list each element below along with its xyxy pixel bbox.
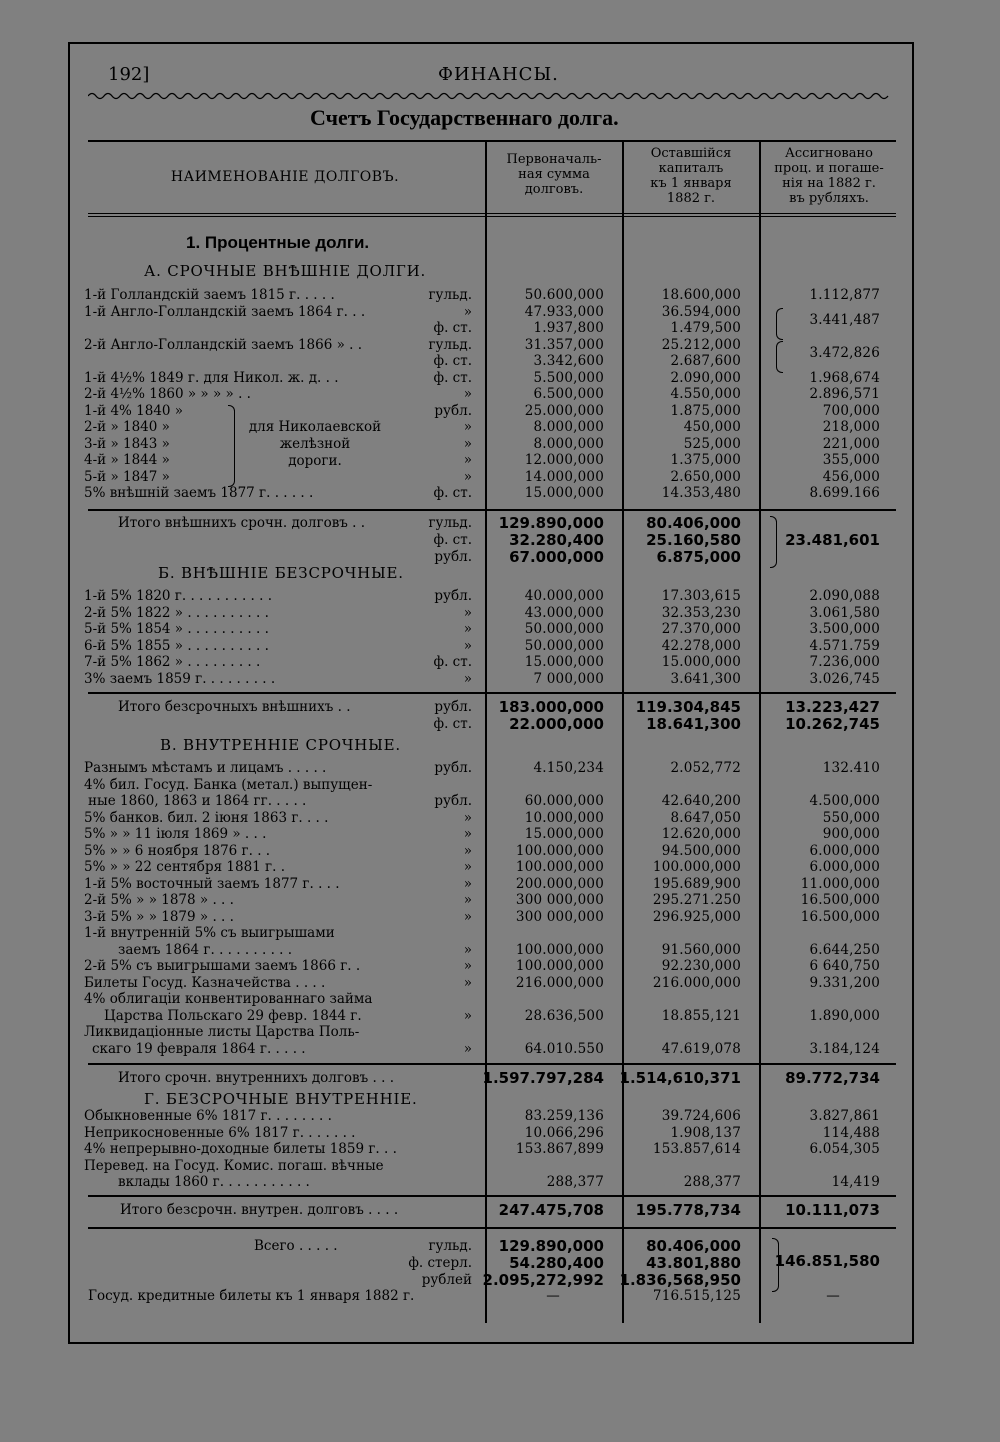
wavy-divider bbox=[88, 90, 898, 102]
grand-total-initial: 54.280,400 bbox=[509, 1254, 604, 1272]
row-label: заемъ 1864 г. . . . . . . . . . bbox=[118, 941, 293, 958]
cell-remaining: 100.000,000 bbox=[652, 859, 741, 875]
total-v-label: Итого срочн. внутреннихъ долговъ . . . bbox=[118, 1070, 394, 1086]
cell-remaining: 2.052,772 bbox=[670, 760, 741, 776]
cell-remaining: 1.375,000 bbox=[670, 452, 741, 468]
col-header-assigned: Ассигновано проц. и погаше- нія на 1882 г. въ рубляхъ. bbox=[774, 146, 884, 206]
row-label: 5-й 5% 1854 » . . . . . . . . . . bbox=[84, 621, 269, 637]
cell-remaining: 14.353,480 bbox=[661, 485, 741, 501]
total-g-label: Итого безсрочн. внутрен. долговъ . . . . bbox=[120, 1202, 399, 1218]
row-label: Обыкновенные 6% 1817 г. . . . . . . . bbox=[84, 1108, 332, 1124]
row-label: 2-й 5% съ выигрышами заемъ 1866 г. . bbox=[84, 958, 361, 974]
cell-assigned: 4.500,000 bbox=[809, 793, 880, 809]
total-v-initial: 1.597.797,284 bbox=[482, 1069, 604, 1087]
row-label: 4% облигаціи конвентированнаго займа bbox=[84, 991, 373, 1007]
total-b-remaining: 119.304,845 bbox=[635, 698, 741, 716]
cell-initial: 6.500,000 bbox=[533, 386, 604, 402]
cell-initial: 31.357,000 bbox=[524, 336, 604, 353]
total-a-remaining: 6.875,000 bbox=[656, 548, 741, 566]
col-header-remaining: Оставшійся капиталъ къ 1 января 1882 г. bbox=[650, 146, 732, 206]
row-label: Перевед. на Госуд. Комис. погаш. вѣчные bbox=[84, 1157, 384, 1174]
cell-remaining: 2.687,600 bbox=[670, 353, 741, 369]
cell-remaining: 3.641,300 bbox=[670, 670, 741, 687]
row-unit: » bbox=[463, 468, 472, 485]
row-unit: ф. ст. bbox=[433, 369, 472, 386]
section-rule bbox=[88, 1063, 896, 1065]
row-unit: » bbox=[463, 941, 472, 958]
cell-initial: 4.150,234 bbox=[533, 760, 604, 776]
cell-initial: 8.000,000 bbox=[533, 435, 604, 452]
cell-remaining: 32.353,230 bbox=[661, 604, 741, 621]
cell-assigned: 6.000,000 bbox=[809, 859, 880, 875]
nikol-group-label: желѣзной bbox=[279, 436, 351, 452]
cell-assigned: 14,419 bbox=[831, 1174, 880, 1190]
row-unit: » bbox=[463, 670, 472, 687]
nikol-group-label: дороги. bbox=[288, 453, 342, 469]
cell-remaining: 12.620,000 bbox=[661, 826, 741, 842]
row-unit: » bbox=[463, 1007, 472, 1024]
cell-remaining: 216.000,000 bbox=[652, 974, 741, 991]
cell-remaining: 42.640,200 bbox=[661, 793, 741, 809]
row-label: Царства Польскаго 29 февр. 1844 г. bbox=[104, 1007, 362, 1024]
credit-notes-initial: — bbox=[546, 1288, 560, 1304]
row-unit: » bbox=[463, 604, 472, 621]
row-label: 4% непрерывно-доходные билеты 1859 г. . . bbox=[84, 1141, 397, 1157]
brace bbox=[228, 405, 235, 487]
row-label: 5% » » 11 іюля 1869 » . . . bbox=[84, 826, 267, 842]
grand-total-remaining: 80.406,000 bbox=[646, 1237, 741, 1255]
cell-assigned: 9.331,200 bbox=[809, 974, 880, 991]
cell-remaining: 2.650,000 bbox=[670, 468, 741, 485]
row-label: 5% » » 6 ноября 1876 г. . . bbox=[84, 842, 271, 859]
row-label: 7-й 5% 1862 » . . . . . . . . . bbox=[84, 654, 261, 670]
row-unit: гульд. bbox=[428, 287, 472, 303]
cell-assigned: 3.500,000 bbox=[809, 621, 880, 637]
row-label: 6-й 5% 1855 » . . . . . . . . . . bbox=[84, 637, 269, 654]
grand-total-unit: рублей bbox=[421, 1272, 472, 1288]
cell-assigned: 4.571.759 bbox=[809, 637, 880, 654]
cell-initial: 100.000,000 bbox=[515, 941, 604, 958]
total-b-initial: 183.000,000 bbox=[498, 698, 604, 716]
row-label: вклады 1860 г. . . . . . . . . . . bbox=[118, 1174, 310, 1190]
total-a-unit: гульд. bbox=[428, 515, 472, 531]
cell-remaining: 17.303,615 bbox=[661, 588, 741, 604]
cell-assigned-group: 3.441,487 bbox=[809, 312, 880, 328]
cell-remaining: 2.090,000 bbox=[670, 369, 741, 386]
cell-initial: 15.000,000 bbox=[524, 485, 604, 501]
row-label: 4-й » 1844 » bbox=[84, 452, 170, 468]
total-a-assigned: 23.481,601 bbox=[785, 531, 880, 549]
total-a-initial: 67.000,000 bbox=[509, 548, 604, 566]
total-a-initial: 32.280,400 bbox=[509, 531, 604, 549]
row-unit: гульд. bbox=[428, 336, 472, 353]
cell-assigned: 1.890,000 bbox=[809, 1007, 880, 1024]
row-unit: ф. ст. bbox=[433, 353, 472, 369]
row-unit: » bbox=[463, 386, 472, 402]
section-rule bbox=[88, 509, 896, 511]
row-label: 1-й 5% 1820 г. . . . . . . . . . . bbox=[84, 588, 272, 604]
total-v-remaining: 1.514,610,371 bbox=[619, 1069, 741, 1087]
cell-initial: 5.500,000 bbox=[533, 369, 604, 386]
cell-assigned: 456,000 bbox=[822, 468, 880, 485]
section-rule bbox=[88, 1195, 896, 1197]
row-label: 2-й 4½% 1860 » » » » . . bbox=[84, 386, 251, 402]
row-label: Билеты Госуд. Казначейства . . . . bbox=[84, 974, 326, 991]
subsection-a-heading: А. СРОЧНЫЕ ВНѢШНІЕ ДОЛГИ. bbox=[144, 262, 427, 280]
cell-initial: 153.867,899 bbox=[515, 1141, 604, 1157]
row-unit: рубл. bbox=[434, 793, 472, 809]
cell-assigned: 1.968,674 bbox=[809, 369, 880, 386]
cell-initial: 10.000,000 bbox=[524, 809, 604, 826]
row-label: 5% » » 22 сентября 1881 г. . bbox=[84, 859, 285, 875]
cell-remaining: 92.230,000 bbox=[661, 958, 741, 974]
total-b-initial: 22.000,000 bbox=[509, 715, 604, 733]
cell-remaining: 39.724,606 bbox=[661, 1108, 741, 1124]
table-top-rule bbox=[88, 140, 896, 142]
table-title: Счетъ Государственнаго долга. bbox=[310, 105, 619, 130]
cell-remaining: 296.925,000 bbox=[652, 908, 741, 925]
row-unit: » bbox=[463, 974, 472, 991]
row-label: 3% заемъ 1859 г. . . . . . . . . bbox=[84, 670, 276, 687]
cell-assigned: 3.827,861 bbox=[809, 1108, 880, 1124]
cell-assigned: 11.000,000 bbox=[800, 875, 880, 892]
row-unit: рубл. bbox=[434, 402, 472, 419]
total-g-assigned: 10.111,073 bbox=[785, 1201, 880, 1219]
row-label: ные 1860, 1863 и 1864 гг. . . . . bbox=[88, 793, 307, 809]
col-header-initial: Первоначаль- ная сумма долговъ. bbox=[506, 152, 602, 197]
total-b-remaining: 18.641,300 bbox=[646, 715, 741, 733]
cell-initial: 15.000,000 bbox=[524, 826, 604, 842]
row-label: Ликвидаціонные листы Царства Поль- bbox=[84, 1024, 360, 1040]
total-b-label: Итого безсрочныхъ внѣшнихъ . . bbox=[118, 699, 351, 715]
cell-remaining: 18.600,000 bbox=[661, 287, 741, 303]
grand-total-initial: 129.890,000 bbox=[498, 1237, 604, 1255]
cell-assigned: 114,488 bbox=[822, 1124, 880, 1141]
cell-initial: 300 000,000 bbox=[515, 892, 604, 908]
cell-initial: 10.066,296 bbox=[524, 1124, 604, 1141]
cell-initial: 64.010.550 bbox=[524, 1040, 604, 1057]
total-a-unit: рубл. bbox=[434, 549, 472, 565]
total-a-initial: 129.890,000 bbox=[498, 514, 604, 532]
col-divider-3 bbox=[759, 140, 761, 1323]
cell-remaining: 47.619,078 bbox=[661, 1040, 741, 1057]
cell-initial: 50.000,000 bbox=[524, 637, 604, 654]
cell-initial: 3.342,600 bbox=[533, 353, 604, 369]
header-rule bbox=[88, 213, 896, 214]
cell-remaining: 1.479,500 bbox=[670, 320, 741, 336]
cell-assigned: 3.184,124 bbox=[809, 1040, 880, 1057]
row-unit: » bbox=[463, 435, 472, 452]
cell-remaining: 4.550,000 bbox=[670, 386, 741, 402]
cell-initial: 100.000,000 bbox=[515, 842, 604, 859]
cell-assigned: 2.896,571 bbox=[809, 386, 880, 402]
total-b-unit: рубл. bbox=[434, 699, 472, 715]
header-rule-2 bbox=[88, 216, 896, 217]
cell-initial: 100.000,000 bbox=[515, 859, 604, 875]
cell-assigned: 700,000 bbox=[822, 402, 880, 419]
cell-assigned: 6.000,000 bbox=[809, 842, 880, 859]
cell-initial: 40.000,000 bbox=[524, 588, 604, 604]
cell-remaining: 27.370,000 bbox=[661, 621, 741, 637]
row-label: 5% банков. бил. 2 іюня 1863 г. . . . bbox=[84, 809, 329, 826]
brace bbox=[770, 516, 777, 568]
cell-remaining: 1.875,000 bbox=[670, 402, 741, 419]
row-unit: » bbox=[463, 958, 472, 974]
cell-initial: 8.000,000 bbox=[533, 419, 604, 435]
cell-assigned: 6 640,750 bbox=[809, 958, 880, 974]
row-unit: » bbox=[463, 842, 472, 859]
cell-initial: 47.933,000 bbox=[524, 303, 604, 320]
total-g-remaining: 195.778,734 bbox=[635, 1201, 741, 1219]
total-b-assigned: 13.223,427 bbox=[785, 698, 880, 716]
grand-total-unit: ф. стерл. bbox=[408, 1255, 472, 1271]
row-unit: » bbox=[463, 452, 472, 468]
cell-remaining: 15.000,000 bbox=[661, 654, 741, 670]
row-label: 5-й » 1847 » bbox=[84, 468, 170, 485]
row-unit: » bbox=[463, 621, 472, 637]
cell-initial: 216.000,000 bbox=[515, 974, 604, 991]
cell-assigned: 132.410 bbox=[822, 760, 880, 776]
row-unit: » bbox=[463, 875, 472, 892]
cell-assigned-group: 3.472,826 bbox=[809, 345, 880, 361]
cell-initial: 100.000,000 bbox=[515, 958, 604, 974]
cell-assigned: 218,000 bbox=[822, 419, 880, 435]
cell-remaining: 94.500,000 bbox=[661, 842, 741, 859]
row-label: 1-й Англо-Голландскій заемъ 1864 г. . . bbox=[84, 303, 366, 320]
row-unit: » bbox=[463, 826, 472, 842]
brace bbox=[776, 308, 783, 340]
cell-initial: 50.000,000 bbox=[524, 621, 604, 637]
row-label: 2-й 5% » » 1878 » . . . bbox=[84, 892, 234, 908]
cell-assigned: 16.500,000 bbox=[800, 908, 880, 925]
cell-assigned: 3.026,745 bbox=[809, 670, 880, 687]
row-unit: » bbox=[463, 859, 472, 875]
grand-total-remaining: 1.836,568,950 bbox=[619, 1271, 741, 1289]
row-unit: » bbox=[463, 419, 472, 435]
nikol-group-label: для Николаевской bbox=[248, 419, 382, 435]
col-header-name: НАИМЕНОВАНІЕ ДОЛГОВЪ. bbox=[170, 169, 400, 185]
cell-assigned: 355,000 bbox=[822, 452, 880, 468]
cell-assigned: 6.054,305 bbox=[809, 1141, 880, 1157]
cell-initial: 43.000,000 bbox=[524, 604, 604, 621]
cell-remaining: 42.278,000 bbox=[661, 637, 741, 654]
row-unit: » bbox=[463, 908, 472, 925]
row-label: 4% бил. Госуд. Банка (метал.) выпущен- bbox=[84, 776, 373, 793]
subsection-v-heading: В. ВНУТРЕННІЕ СРОЧНЫЕ. bbox=[160, 736, 401, 754]
row-unit: ф. ст. bbox=[433, 654, 472, 670]
row-label: 5% внѣшній заемъ 1877 г. . . . . . bbox=[84, 485, 314, 501]
cell-initial: 50.600,000 bbox=[524, 287, 604, 303]
cell-initial: 12.000,000 bbox=[524, 452, 604, 468]
cell-initial: 60.000,000 bbox=[524, 793, 604, 809]
cell-assigned: 6.644,250 bbox=[809, 941, 880, 958]
cell-remaining: 1.908,137 bbox=[670, 1124, 741, 1141]
cell-assigned: 7.236,000 bbox=[809, 654, 880, 670]
row-unit: » bbox=[463, 303, 472, 320]
row-label: 1-й Голландскій заемъ 1815 г. . . . . bbox=[84, 287, 335, 303]
section-rule bbox=[88, 1227, 896, 1229]
row-unit: ф. ст. bbox=[433, 320, 472, 336]
row-label: 3-й 5% » » 1879 » . . . bbox=[84, 908, 234, 925]
section-1-heading: 1. Процентные долги. bbox=[186, 233, 370, 252]
cell-remaining: 36.594,000 bbox=[661, 303, 741, 320]
grand-total-label: Всего . . . . . bbox=[254, 1238, 338, 1254]
cell-remaining: 195.689,900 bbox=[652, 875, 741, 892]
row-unit: » bbox=[463, 1040, 472, 1057]
row-label: 1-й внутренній 5% съ выигрышами bbox=[84, 925, 335, 941]
total-a-label: Итого внѣшнихъ срочн. долговъ . . bbox=[118, 515, 366, 531]
credit-notes-label: Госуд. кредитные билеты къ 1 января 1882 г. bbox=[88, 1288, 415, 1304]
row-label: 2-й » 1840 » bbox=[84, 419, 170, 435]
brace bbox=[776, 341, 783, 373]
row-label: 2-й 5% 1822 » . . . . . . . . . . bbox=[84, 604, 269, 621]
row-unit: » bbox=[463, 892, 472, 908]
total-b-assigned: 10.262,745 bbox=[785, 715, 880, 733]
cell-remaining: 25.212,000 bbox=[661, 336, 741, 353]
cell-assigned: 16.500,000 bbox=[800, 892, 880, 908]
grand-total-unit: гульд. bbox=[428, 1238, 472, 1254]
row-unit: рубл. bbox=[434, 588, 472, 604]
row-unit: » bbox=[463, 809, 472, 826]
cell-initial: 14.000,000 bbox=[524, 468, 604, 485]
cell-remaining: 288,377 bbox=[683, 1174, 741, 1190]
row-label: 3-й » 1843 » bbox=[84, 435, 170, 452]
row-label: скаго 19 февраля 1864 г. . . . . bbox=[92, 1040, 306, 1057]
cell-assigned: 8.699.166 bbox=[809, 485, 880, 501]
cell-assigned: 550,000 bbox=[822, 809, 880, 826]
cell-assigned: 221,000 bbox=[822, 435, 880, 452]
total-a-unit: ф. ст. bbox=[433, 532, 472, 548]
cell-initial: 15.000,000 bbox=[524, 654, 604, 670]
cell-assigned: 2.090,088 bbox=[809, 588, 880, 604]
total-v-assigned: 89.772,734 bbox=[785, 1069, 880, 1087]
row-unit: » bbox=[463, 637, 472, 654]
cell-initial: 7 000,000 bbox=[533, 670, 604, 687]
grand-total-initial: 2.095,272,992 bbox=[482, 1271, 604, 1289]
cell-initial: 1.937,800 bbox=[533, 320, 604, 336]
row-unit: рубл. bbox=[434, 760, 472, 776]
row-label: 1-й 4½% 1849 г. для Никол. ж. д. . . bbox=[84, 369, 339, 386]
row-label: 1-й 5% восточный заемъ 1877 г. . . . bbox=[84, 875, 340, 892]
subsection-g-heading: Г. БЕЗСРОЧНЫЕ ВНУТРЕННІЕ. bbox=[144, 1090, 418, 1108]
cell-remaining: 18.855,121 bbox=[661, 1007, 741, 1024]
cell-initial: 300 000,000 bbox=[515, 908, 604, 925]
cell-remaining: 91.560,000 bbox=[661, 941, 741, 958]
cell-initial: 83.259,136 bbox=[524, 1108, 604, 1124]
page-number: 192] bbox=[108, 64, 150, 85]
cell-remaining: 8.647,050 bbox=[670, 809, 741, 826]
cell-remaining: 450,000 bbox=[683, 419, 741, 435]
grand-total-remaining: 43.801,880 bbox=[646, 1254, 741, 1272]
row-unit: ф. ст. bbox=[433, 485, 472, 501]
col-divider-2 bbox=[622, 140, 624, 1323]
cell-remaining: 525,000 bbox=[683, 435, 741, 452]
cell-assigned: 3.061,580 bbox=[809, 604, 880, 621]
section-rule bbox=[88, 692, 896, 694]
credit-notes-assigned: — bbox=[826, 1288, 840, 1304]
row-label: Разнымъ мѣстамъ и лицамъ . . . . . bbox=[84, 760, 327, 776]
credit-notes-remaining: 716.515,125 bbox=[652, 1288, 741, 1304]
col-divider-1 bbox=[485, 140, 487, 1323]
cell-initial: 28.636,500 bbox=[524, 1007, 604, 1024]
row-label: 1-й 4% 1840 » bbox=[84, 402, 184, 419]
cell-remaining: 295.271.250 bbox=[652, 892, 741, 908]
cell-remaining: 153.857,614 bbox=[652, 1141, 741, 1157]
cell-assigned: 1.112,877 bbox=[809, 287, 880, 303]
total-a-remaining: 80.406,000 bbox=[646, 514, 741, 532]
total-b-unit: ф. ст. bbox=[433, 716, 472, 732]
total-a-remaining: 25.160,580 bbox=[646, 531, 741, 549]
subsection-b-heading: Б. ВНѢШНІЕ БЕЗСРОЧНЫЕ. bbox=[158, 564, 404, 582]
row-label: Неприкосновенные 6% 1817 г. . . . . . . bbox=[84, 1124, 356, 1141]
cell-initial: 25.000,000 bbox=[524, 402, 604, 419]
cell-initial: 200.000,000 bbox=[515, 875, 604, 892]
section-title: ФИНАНСЫ. bbox=[438, 64, 559, 85]
grand-total-assigned: 146.851,580 bbox=[774, 1252, 880, 1270]
cell-assigned: 900,000 bbox=[822, 826, 880, 842]
row-label: 2-й Англо-Голландскій заемъ 1866 » . . bbox=[84, 336, 363, 353]
total-g-initial: 247.475,708 bbox=[498, 1201, 604, 1219]
cell-initial: 288,377 bbox=[546, 1174, 604, 1190]
